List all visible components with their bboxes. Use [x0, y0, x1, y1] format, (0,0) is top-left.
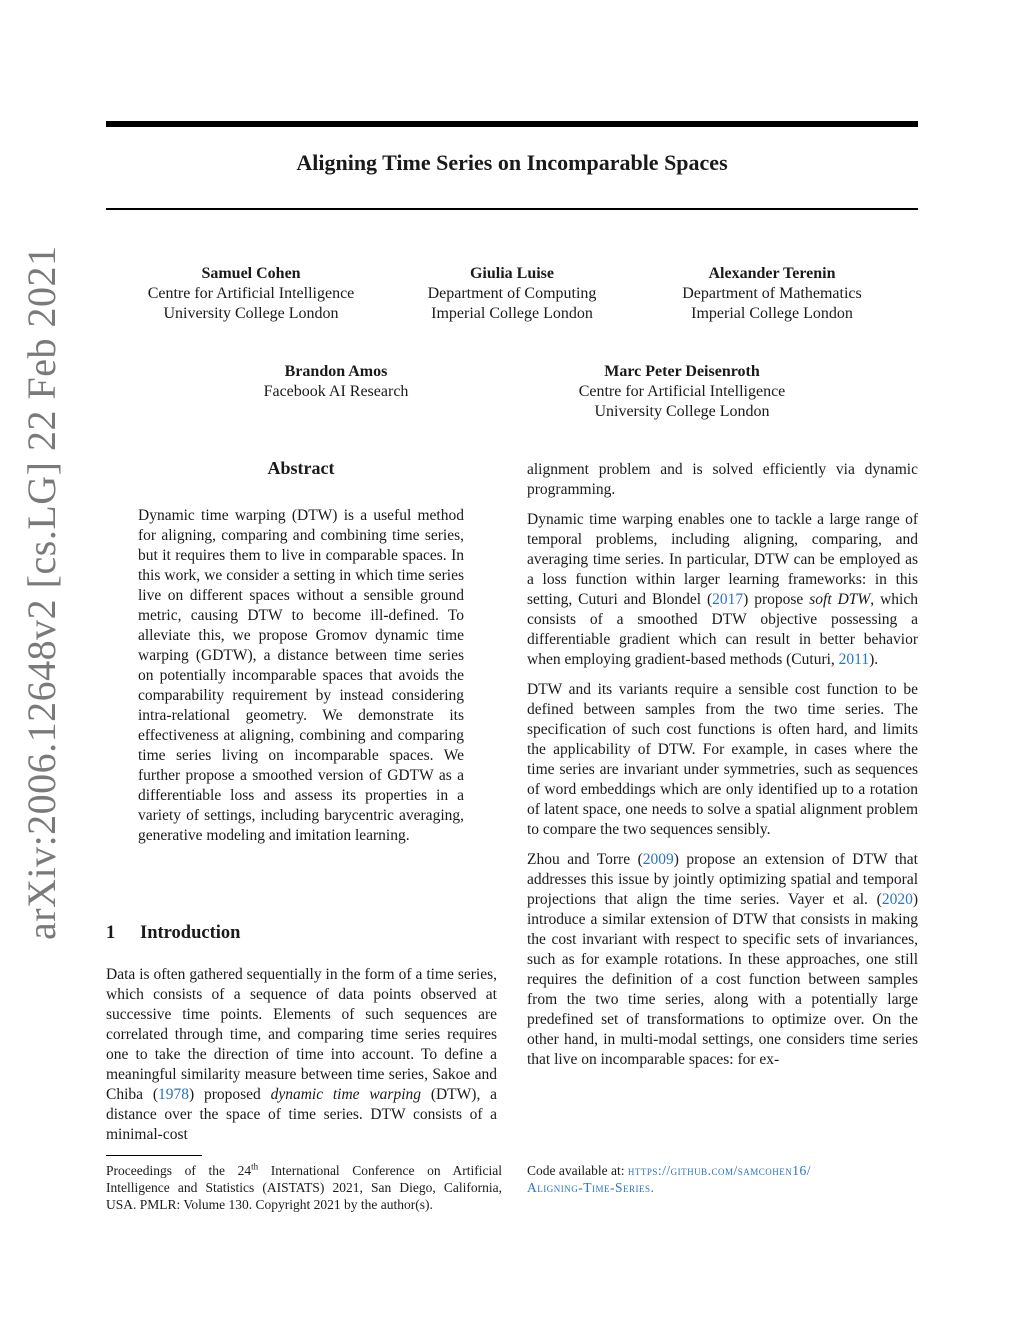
emphasis-term: dynamic time warping [270, 1086, 422, 1103]
author-block [540, 362, 824, 422]
right-column [527, 460, 918, 1070]
abstract-text: Dynamic time warping (DTW) is a useful method for aligning, comparing and combining time series, but it requires them to live in comparable spaces. In this work, we consider a setting in which time series live on different spaces without a sensible ground metric, causing DTW to become ill-defined. To alleviate this, we propose Gromov dynamic time warping (GDTW), a distance between time series on potentially incomparable spaces that avoids the comparability requirement by instead considering intra-relational geometry. We demonstrate its effectiveness at aligning, combining and comparing time series living on incomparable spaces. We further propose a smoothed version of GDTW as a differentiable loss and assess its properties in a variety of settings, including barycentric averaging, generative modeling and imitation learning. [138, 507, 464, 844]
github-link[interactable]: https://github.com/samcohen16/ [627, 1163, 811, 1178]
paper-title: Aligning Time Series on Incomparable Spaces [296, 150, 728, 175]
right-paragraph-4 [527, 850, 918, 1070]
text-run: Data is often gathered sequentially in the form of a time series, which consists of a sequence of data points observed at successive time points. Elements of such sequences are correlated through time, and comparing time series requires one to take the direction of time into account. To define a meaningful similarity measure between time series, Sakoe and Chiba ( [106, 966, 497, 1103]
emphasis-term: soft DTW [809, 591, 871, 608]
text-run: ) propose an extension of DTW that addresses this issue by jointly optimizing spatial and temporal projections that align the time series. Vayer et al. ( [527, 851, 918, 908]
author-name: Samuel Cohen [201, 265, 301, 282]
intro-paragraph-1 [106, 965, 497, 1145]
author-block [632, 264, 912, 324]
author-affiliation: Imperial College London [431, 305, 593, 322]
author-name: Marc Peter Deisenroth [604, 363, 760, 380]
arxiv-identifier[interactable]: arXiv:2006.12648v2 [cs.LG] 22 Feb 2021 [19, 245, 64, 940]
author-affiliation: Department of Mathematics [682, 285, 862, 302]
author-affiliation: Department of Computing [427, 285, 597, 302]
abstract-body [138, 506, 464, 846]
right-paragraph-2 [527, 510, 918, 670]
title-bottom-rule [106, 208, 918, 210]
right-paragraph-3: DTW and its variants require a sensible cost function to be defined between samples from the two time series. The specification of such cost functions is often hard, and limits the applicability of DTW. For example, in cases where the time series are invariant under symmetries, such as sequences of word embeddings which are only identified up to a rotation of latent space, one needs to solve a spatial alignment problem to compare the two sequences sensibly. [527, 681, 918, 838]
author-affiliation: University College London [594, 403, 770, 420]
text-run: (DTW), a distance over the space of time series. DTW consists of a minimal-cost [106, 1086, 497, 1143]
author-block [382, 264, 642, 324]
text-run: International Conference on Artificial Intelligence and Statistics (AISTATS) 2021, San Diego, California, USA. PMLR: Volume 130. Copyright 2021 by the author(s). [106, 1163, 502, 1212]
author-name: Brandon Amos [284, 363, 388, 380]
section-title: Introduction [140, 923, 241, 943]
text-run: Zhou and Torre ( [527, 851, 643, 868]
right-paragraph-1: alignment problem and is solved efficiently via dynamic programming. [527, 461, 918, 498]
text-run: Dynamic time warping enables one to tackle a large range of temporal problems, including aligning, comparing, and averaging time series. In particular, DTW can be employed as a loss function within larger learning frameworks: in this setting, Cuturi and Blondel ( [527, 511, 918, 608]
text-run: ) propose [743, 591, 810, 608]
citation-link[interactable]: 1978 [157, 1086, 189, 1103]
code-availability-note [527, 1162, 922, 1196]
author-name: Giulia Luise [469, 265, 555, 282]
author-name: Alexander Terenin [708, 265, 836, 282]
citation-link[interactable]: 2011 [838, 651, 870, 668]
author-affiliation: University College London [163, 305, 339, 322]
title-top-rule [106, 121, 918, 127]
text-run: ) proposed [188, 1086, 271, 1103]
text-run: Proceedings of the 24 [106, 1163, 252, 1178]
author-affiliation: Centre for Artificial Intelligence [578, 383, 786, 400]
proceedings-footnote [106, 1162, 502, 1213]
author-block [106, 264, 396, 324]
footnote-rule [106, 1155, 202, 1156]
section-number: 1 [106, 923, 116, 943]
citation-link[interactable]: 2017 [712, 591, 744, 608]
author-block [216, 362, 456, 402]
text-run: , which consists of a smoothed DTW objective possessing a differentiable gradient which can result in better behavior when employing gradient-based methods (Cuturi, [527, 591, 918, 668]
intro-paragraph [106, 965, 497, 1145]
text-run: ). [869, 651, 879, 668]
abstract-heading: Abstract [267, 458, 335, 478]
citation-link[interactable]: 2020 [881, 891, 913, 908]
code-note-label: Code available at: [527, 1163, 628, 1178]
section-heading-introduction [106, 923, 240, 944]
citation-link[interactable]: 2009 [642, 851, 674, 868]
author-affiliation: Centre for Artificial Intelligence [147, 285, 355, 302]
text-run: ) introduce a similar extension of DTW that consists in making the cost invariant with respect to specific sets of invariances, such as for example rotations. In these approaches, one still requires the definition of a cost function between samples from the two time series, along with a potentially large predefined set of transformations to optimize over. On the other hand, in multi-modal settings, one considers time series that live on incomparable spaces: for ex- [527, 891, 918, 1068]
author-affiliation: Facebook AI Research [263, 383, 409, 400]
author-affiliation: Imperial College London [691, 305, 853, 322]
superscript: th [251, 1161, 259, 1172]
github-link-continuation[interactable]: Aligning-Time-Series. [527, 1180, 655, 1195]
